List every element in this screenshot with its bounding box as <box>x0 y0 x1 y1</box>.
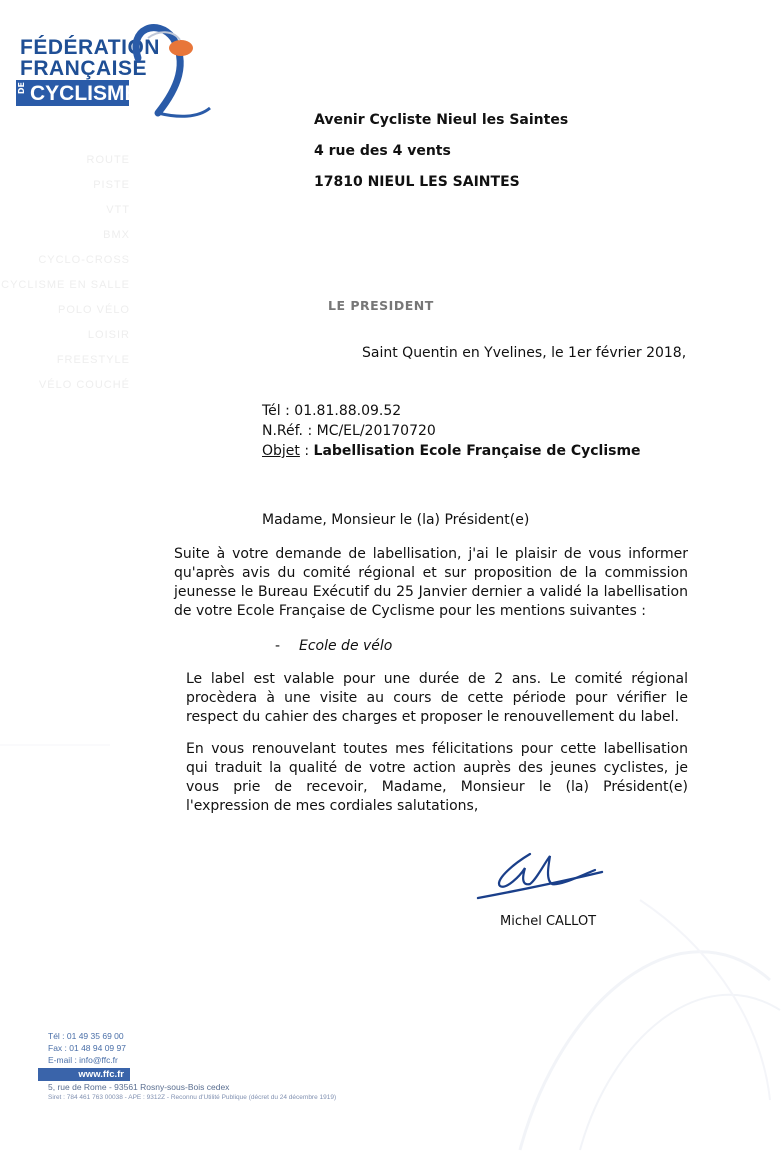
recipient-name: Avenir Cycliste Nieul les Saintes <box>314 112 569 128</box>
logo-prefix: DE <box>17 82 26 95</box>
body-paragraph: Le label est valable pour une durée de 2 ans. Le comité régional procèdera à une visite au cours de cette période pour vérifier le respect du cahier des charges et proposer le renouvellement du label. <box>186 671 688 725</box>
discipline-item: BMX <box>103 229 130 241</box>
discipline-item: CYCLO-CROSS <box>38 254 130 266</box>
discipline-item: ROUTE <box>86 154 130 166</box>
footer-phone: Tél : 01 49 35 69 00 <box>48 1031 124 1041</box>
recipient-address <box>314 112 568 205</box>
discipline-item: LOISIR <box>87 329 130 341</box>
bullet-dash: - <box>275 638 281 654</box>
logo-word-cyclisme: CYCLISME <box>30 82 139 105</box>
recipient-street: 4 rue des 4 vents <box>314 143 451 159</box>
recipient-city: 17810 NIEUL LES SAINTES <box>314 174 520 190</box>
phone-reference: Tél : 01.81.88.09.52 <box>262 403 402 419</box>
place-date: Saint Quentin en Yvelines, le 1er février 2018, <box>362 345 687 361</box>
closing-paragraph: En vous renouvelant toutes mes félicitations pour cette labellisation qui traduit la qualité de votre action auprès des jeunes cyclistes, je vous prie de recevoir, Madame, Monsieur le (la) Président(e) l'expression de mes cordiales salutations, <box>186 741 688 814</box>
body-paragraph: Suite à votre demande de labellisation, j'ai le plaisir de vous informer qu'après avis du comité régional et sur proposition de la commission jeunesse le Bureau Exécutif du 25 Janvier dernier a validé la labellisation de votre Ecole Française de Cyclisme pour les mentions suivantes : <box>174 546 688 619</box>
ffc-logo <box>8 18 218 128</box>
signer-name: Michel CALLOT <box>500 914 597 929</box>
logo-cyclist-icon <box>118 18 218 128</box>
letter-references <box>262 403 641 463</box>
mention-list-item <box>275 638 392 654</box>
discipline-item: VTT <box>106 204 130 216</box>
discipline-item: PISTE <box>93 179 130 191</box>
disciplines-list <box>0 148 130 398</box>
mention-text: Ecole de vélo <box>299 638 393 654</box>
discipline-item: POLO VÉLO <box>58 304 130 316</box>
discipline-item: CYCLISME EN SALLE <box>1 279 130 291</box>
subject-label: Objet <box>262 443 300 459</box>
file-reference: N.Réf. : MC/EL/20170720 <box>262 423 436 439</box>
footer-website-link[interactable]: www.ffc.fr <box>38 1068 130 1081</box>
footer-fax: Fax : 01 48 94 09 97 <box>48 1043 126 1053</box>
subject-line <box>262 443 641 463</box>
logo-word-federation: FÉDÉRATION <box>20 36 160 59</box>
discipline-item: FREESTYLE <box>56 354 130 366</box>
footer-email[interactable]: E-mail : info@ffc.fr <box>48 1055 118 1065</box>
footer-address: 5, rue de Rome - 93561 Rosny-sous-Bois cedex <box>48 1082 230 1092</box>
subject-separator: : <box>299 443 314 459</box>
handwritten-signature <box>470 846 610 906</box>
footer-siret: Siret : 784 461 763 00038 - APE : 9312Z - Reconnu d'Utilité Publique (décret du 24 décembre 1919) <box>48 1094 337 1101</box>
discipline-item: VÉLO COUCHÉ <box>38 379 130 391</box>
subject-value: Labellisation Ecole Française de Cyclisme <box>313 443 641 459</box>
footer-contact <box>30 1030 336 1103</box>
logo-word-francaise: FRANÇAISE <box>20 57 148 80</box>
sender-role: LE PRESIDENT <box>328 298 434 313</box>
salutation: Madame, Monsieur le (la) Président(e) <box>262 512 530 528</box>
